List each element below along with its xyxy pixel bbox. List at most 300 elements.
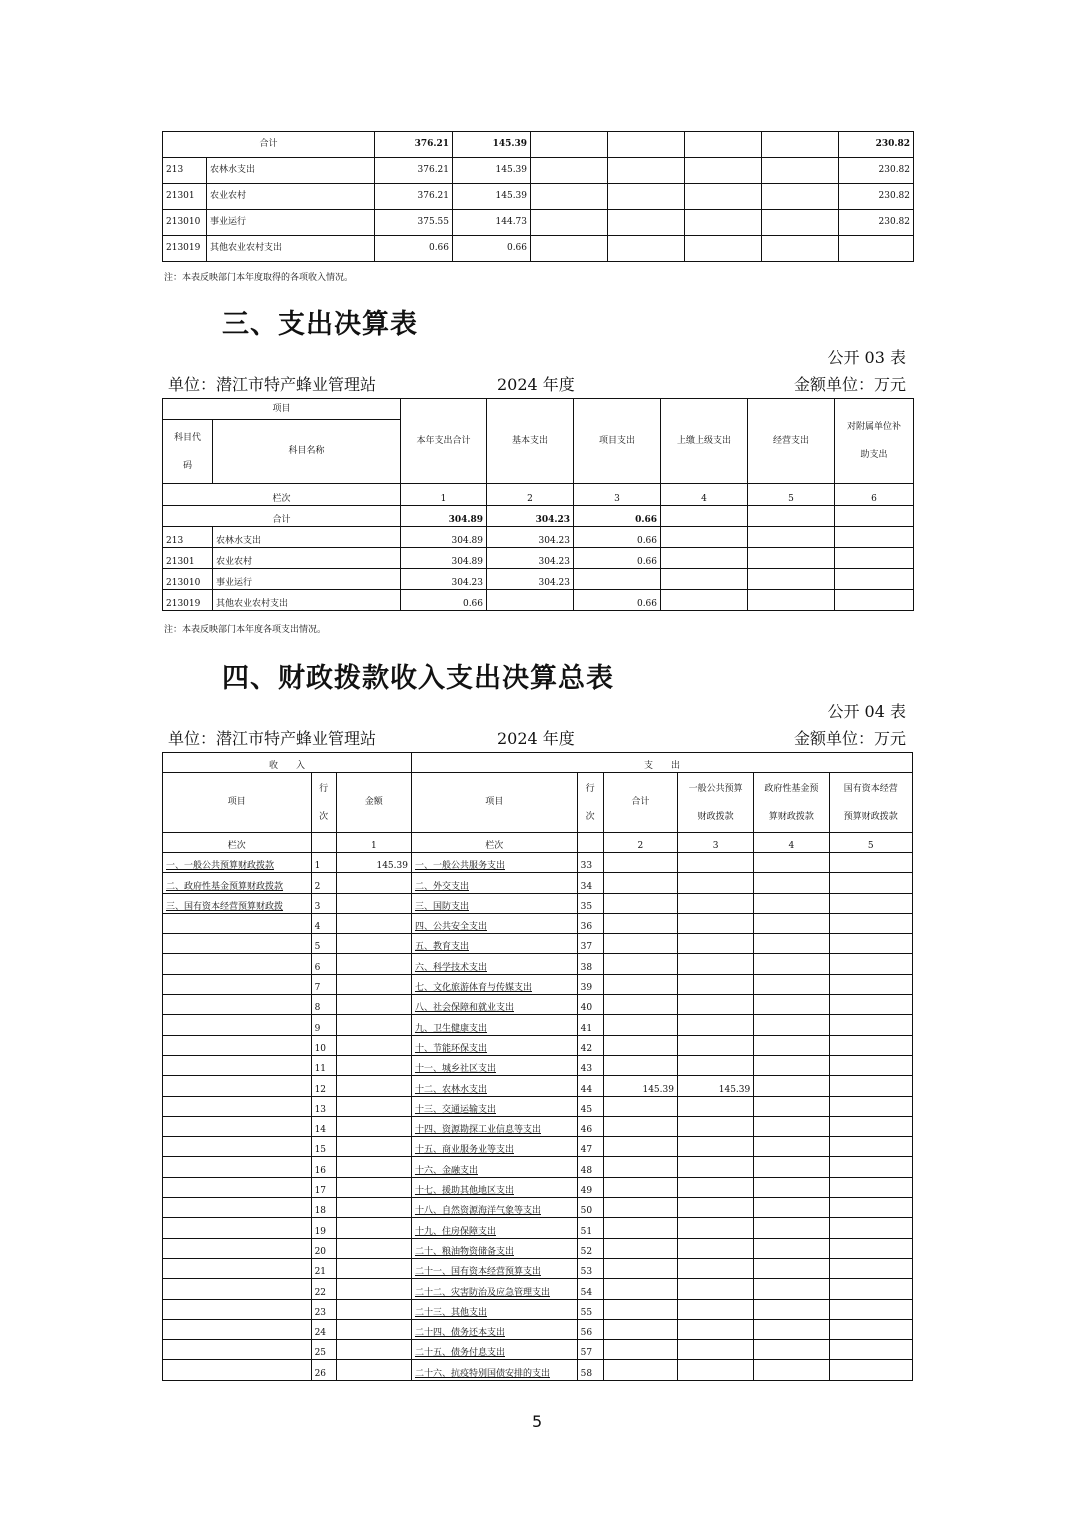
state-capital-amount <box>829 1177 912 1197</box>
lanci-expense-label: 栏次 <box>411 833 577 853</box>
general-budget-amount <box>677 1258 753 1278</box>
lanci-col-2: 2 <box>487 484 574 506</box>
expense-row-number: 57 <box>577 1340 603 1360</box>
table-row <box>163 1137 913 1157</box>
table-row <box>163 1238 913 1258</box>
table-row <box>163 236 914 262</box>
income-row-number: 8 <box>311 995 336 1015</box>
amount-cell <box>661 590 748 611</box>
header-col-operating: 经营支出 <box>748 399 835 484</box>
gov-fund-amount <box>754 954 829 974</box>
amount-cell: 144.73 <box>453 210 531 236</box>
expense-item: 二十五、债务付息支出 <box>411 1340 577 1360</box>
header-col-remit: 上缴上级支出 <box>661 399 748 484</box>
income-item <box>163 1177 312 1197</box>
amount-cell <box>661 527 748 548</box>
expense-total <box>603 1137 677 1157</box>
general-budget-amount <box>677 1055 753 1075</box>
total-value <box>608 132 685 158</box>
section4-table-number: 公开 04 表 <box>827 702 906 721</box>
amount-cell <box>762 236 839 262</box>
header-expense-rowno <box>577 773 603 833</box>
income-row-number: 17 <box>311 1177 336 1197</box>
gov-fund-amount <box>754 1137 829 1157</box>
gov-fund-amount <box>754 873 829 893</box>
income-item: 二、政府性基金预算财政拨款 <box>163 873 312 893</box>
general-budget-amount <box>677 1279 753 1299</box>
amount-cell: 304.23 <box>401 569 487 590</box>
amount-cell <box>685 158 762 184</box>
amount-cell <box>839 236 914 262</box>
header-gov-fund-2: 算财政拨款 <box>768 811 814 822</box>
total-value: 0.66 <box>574 506 661 527</box>
state-capital-amount <box>829 1299 912 1319</box>
expense-total <box>603 995 677 1015</box>
general-budget-amount <box>677 974 753 994</box>
gov-fund-amount <box>754 1015 829 1035</box>
section3-title: 三、支出决算表 <box>222 309 418 340</box>
expense-row-number: 56 <box>577 1319 603 1339</box>
general-budget-amount <box>677 913 753 933</box>
header-state-capital-2: 预算财政拨款 <box>843 811 898 822</box>
expense-item: 十九、住房保障支出 <box>411 1218 577 1238</box>
expense-row-number: 39 <box>577 974 603 994</box>
income-table-continued <box>162 131 914 262</box>
lanci-income-label: 栏次 <box>163 833 312 853</box>
general-budget-amount <box>677 1035 753 1055</box>
income-amount <box>336 1340 411 1360</box>
amount-cell <box>835 569 914 590</box>
table-row <box>163 1319 913 1339</box>
amount-cell <box>487 590 574 611</box>
amount-cell <box>835 590 914 611</box>
state-capital-amount <box>829 1279 912 1299</box>
gov-fund-amount <box>754 995 829 1015</box>
income-amount <box>336 913 411 933</box>
amount-cell <box>608 236 685 262</box>
expense-item: 十五、商业服务业等支出 <box>411 1137 577 1157</box>
income-amount: 145.39 <box>336 853 411 873</box>
table-row <box>163 210 914 236</box>
section4-unit: 单位：潜江市特产蜂业管理站 <box>168 729 377 748</box>
lanci-col-1: 1 <box>336 833 411 853</box>
subject-code: 213 <box>163 527 213 548</box>
income-item: 一、一般公共预算财政拨款 <box>163 853 312 873</box>
header-expense-total: 合计 <box>603 773 677 833</box>
header-expense-rowno-1: 行 <box>585 783 595 794</box>
income-amount <box>336 1299 411 1319</box>
expense-row-number: 50 <box>577 1198 603 1218</box>
income-row-number: 7 <box>311 974 336 994</box>
header-code-line1: 科目代 <box>173 432 201 443</box>
table-row <box>163 569 914 590</box>
table-row <box>163 853 913 873</box>
state-capital-amount <box>829 853 912 873</box>
amount-cell: 0.66 <box>375 236 453 262</box>
header-general-budget-2: 财政拨款 <box>697 811 734 822</box>
amount-cell: 230.82 <box>839 184 914 210</box>
subject-code: 213010 <box>163 569 213 590</box>
lanci-col-1: 1 <box>401 484 487 506</box>
subject-name: 农业农村 <box>213 548 401 569</box>
expense-row-number: 54 <box>577 1279 603 1299</box>
state-capital-amount <box>829 1015 912 1035</box>
table-row <box>163 1035 913 1055</box>
expense-total <box>603 873 677 893</box>
total-value <box>762 132 839 158</box>
subject-code: 213010 <box>163 210 207 236</box>
expense-total <box>603 934 677 954</box>
subject-name: 其他农业农村支出 <box>207 236 375 262</box>
general-budget-amount <box>677 1096 753 1116</box>
income-amount <box>336 1177 411 1197</box>
income-item <box>163 1116 312 1136</box>
amount-cell <box>685 184 762 210</box>
income-item <box>163 954 312 974</box>
state-capital-amount <box>829 1340 912 1360</box>
state-capital-amount <box>829 1055 912 1075</box>
state-capital-amount <box>829 1319 912 1339</box>
amount-cell <box>685 236 762 262</box>
income-amount <box>336 1218 411 1238</box>
income-item <box>163 1076 312 1096</box>
expense-row-number: 37 <box>577 934 603 954</box>
expense-total <box>603 1299 677 1319</box>
lanci-col-5: 5 <box>748 484 835 506</box>
income-row-number: 22 <box>311 1279 336 1299</box>
income-row-number: 20 <box>311 1238 336 1258</box>
expense-total <box>603 1116 677 1136</box>
total-value: 304.89 <box>401 506 487 527</box>
expense-total <box>603 1319 677 1339</box>
income-item <box>163 1035 312 1055</box>
expense-item: 七、文化旅游体育与传媒支出 <box>411 974 577 994</box>
general-budget-amount <box>677 1340 753 1360</box>
expense-item: 二十三、其他支出 <box>411 1299 577 1319</box>
income-row-number: 3 <box>311 893 336 913</box>
state-capital-amount <box>829 1035 912 1055</box>
expense-total <box>603 1015 677 1035</box>
income-amount <box>336 1258 411 1278</box>
lanci-col-3: 3 <box>574 484 661 506</box>
lanci-income-rowno <box>311 833 336 853</box>
general-budget-amount <box>677 954 753 974</box>
header-income-item: 项目 <box>163 773 312 833</box>
table-row <box>163 1055 913 1075</box>
income-row-number: 14 <box>311 1116 336 1136</box>
expense-total <box>603 1157 677 1177</box>
expense-row-number: 58 <box>577 1360 603 1380</box>
income-table-note: 注：本表反映部门本年度取得的各项收入情况。 <box>164 273 354 283</box>
expense-total <box>603 1177 677 1197</box>
state-capital-amount <box>829 1076 912 1096</box>
gov-fund-amount <box>754 1035 829 1055</box>
table-row <box>163 1340 913 1360</box>
general-budget-amount <box>677 893 753 913</box>
expense-total <box>603 954 677 974</box>
general-budget-amount <box>677 1157 753 1177</box>
general-budget-amount <box>677 1218 753 1238</box>
gov-fund-amount <box>754 1360 829 1380</box>
income-amount <box>336 974 411 994</box>
total-value <box>661 506 748 527</box>
gov-fund-amount <box>754 1319 829 1339</box>
total-value: 230.82 <box>839 132 914 158</box>
expense-total <box>603 1218 677 1238</box>
header-expense: 支 出 <box>411 753 912 773</box>
income-amount <box>336 893 411 913</box>
amount-cell <box>531 158 608 184</box>
amount-cell: 376.21 <box>375 158 453 184</box>
income-row-number: 11 <box>311 1055 336 1075</box>
state-capital-amount <box>829 1116 912 1136</box>
state-capital-amount <box>829 1137 912 1157</box>
subject-name: 事业运行 <box>207 210 375 236</box>
expense-row-number: 53 <box>577 1258 603 1278</box>
general-budget-amount <box>677 995 753 1015</box>
income-row-number: 26 <box>311 1360 336 1380</box>
total-row <box>163 132 914 158</box>
gov-fund-amount <box>754 1096 829 1116</box>
amount-cell: 304.23 <box>487 548 574 569</box>
income-item <box>163 1340 312 1360</box>
lanci-expense-rowno <box>577 833 603 853</box>
subject-code: 213019 <box>163 236 207 262</box>
expense-item: 六、科学技术支出 <box>411 954 577 974</box>
gov-fund-amount <box>754 1238 829 1258</box>
total-value: 304.23 <box>487 506 574 527</box>
general-budget-amount <box>677 1360 753 1380</box>
table-row <box>163 158 914 184</box>
income-item <box>163 1137 312 1157</box>
lanci-col-4: 4 <box>754 833 829 853</box>
subject-name: 农林水支出 <box>207 158 375 184</box>
gov-fund-amount <box>754 934 829 954</box>
gov-fund-amount <box>754 1340 829 1360</box>
amount-cell <box>762 158 839 184</box>
income-item <box>163 1055 312 1075</box>
expense-total: 145.39 <box>603 1076 677 1096</box>
amount-cell <box>661 548 748 569</box>
income-row-number: 24 <box>311 1319 336 1339</box>
section3-table-number: 公开 03 表 <box>827 348 906 367</box>
expense-item: 十三、交通运输支出 <box>411 1096 577 1116</box>
amount-cell: 145.39 <box>453 158 531 184</box>
header-income-rowno-2: 次 <box>319 811 329 822</box>
state-capital-amount <box>829 1096 912 1116</box>
state-capital-amount <box>829 1157 912 1177</box>
gov-fund-amount <box>754 1198 829 1218</box>
income-row-number: 15 <box>311 1137 336 1157</box>
amount-cell: 375.55 <box>375 210 453 236</box>
table-row <box>163 954 913 974</box>
expense-total <box>603 1238 677 1258</box>
expense-total <box>603 1055 677 1075</box>
amount-cell: 376.21 <box>375 184 453 210</box>
gov-fund-amount <box>754 974 829 994</box>
total-value: 145.39 <box>453 132 531 158</box>
income-item <box>163 1299 312 1319</box>
header-code <box>163 420 213 484</box>
expense-total <box>603 913 677 933</box>
income-amount <box>336 1116 411 1136</box>
income-row-number: 18 <box>311 1198 336 1218</box>
amount-cell <box>608 184 685 210</box>
expense-item: 二十、粮油物资储备支出 <box>411 1238 577 1258</box>
amount-cell: 0.66 <box>574 590 661 611</box>
expense-item: 二、外交支出 <box>411 873 577 893</box>
amount-cell <box>531 236 608 262</box>
total-label: 合计 <box>163 506 401 527</box>
income-amount <box>336 1319 411 1339</box>
expense-item: 十八、自然资源海洋气象等支出 <box>411 1198 577 1218</box>
income-item <box>163 1360 312 1380</box>
general-budget-amount <box>677 1319 753 1339</box>
expense-total <box>603 1258 677 1278</box>
income-row-number: 13 <box>311 1096 336 1116</box>
income-item <box>163 1218 312 1238</box>
section4-currency: 金额单位：万元 <box>793 729 906 748</box>
subject-name: 农林水支出 <box>213 527 401 548</box>
header-state-capital <box>829 773 912 833</box>
total-value <box>531 132 608 158</box>
expense-item: 十六、金融支出 <box>411 1157 577 1177</box>
table-row <box>163 1258 913 1278</box>
income-amount <box>336 1360 411 1380</box>
lanci-label: 栏次 <box>163 484 401 506</box>
gov-fund-amount <box>754 1055 829 1075</box>
table-row <box>163 974 913 994</box>
general-budget-amount <box>677 934 753 954</box>
subject-name: 农业农村 <box>207 184 375 210</box>
header-income-rowno-1: 行 <box>319 783 329 794</box>
expense-row-number: 41 <box>577 1015 603 1035</box>
amount-cell: 304.23 <box>487 527 574 548</box>
header-expense-rowno-2: 次 <box>585 811 595 822</box>
table-row <box>163 1360 913 1380</box>
expense-row-number: 40 <box>577 995 603 1015</box>
general-budget-amount <box>677 1116 753 1136</box>
gov-fund-amount <box>754 1177 829 1197</box>
subject-code: 213019 <box>163 590 213 611</box>
income-row-number: 10 <box>311 1035 336 1055</box>
expense-total <box>603 1360 677 1380</box>
amount-cell <box>531 184 608 210</box>
general-budget-amount <box>677 1137 753 1157</box>
header-name: 科目名称 <box>213 420 401 484</box>
expense-item: 二十六、抗疫特别国债安排的支出 <box>411 1360 577 1380</box>
header-col-basic: 基本支出 <box>487 399 574 484</box>
table-row <box>163 1157 913 1177</box>
table-row <box>163 995 913 1015</box>
table-row <box>163 1177 913 1197</box>
table-row <box>163 1116 913 1136</box>
header-expense-item: 项目 <box>411 773 577 833</box>
expense-row-number: 33 <box>577 853 603 873</box>
income-item <box>163 995 312 1015</box>
income-row-number: 25 <box>311 1340 336 1360</box>
total-value: 376.21 <box>375 132 453 158</box>
amount-cell <box>661 569 748 590</box>
state-capital-amount <box>829 1360 912 1380</box>
expense-row-number: 34 <box>577 873 603 893</box>
expense-item: 十一、城乡社区支出 <box>411 1055 577 1075</box>
table-row <box>163 873 913 893</box>
amount-cell: 0.66 <box>453 236 531 262</box>
income-item <box>163 974 312 994</box>
expense-item: 十二、农林水支出 <box>411 1076 577 1096</box>
amount-cell: 230.82 <box>839 158 914 184</box>
header-income-rowno <box>311 773 336 833</box>
income-amount <box>336 995 411 1015</box>
state-capital-amount <box>829 1218 912 1238</box>
expense-total <box>603 853 677 873</box>
income-item <box>163 934 312 954</box>
table-row <box>163 548 914 569</box>
amount-cell: 304.23 <box>487 569 574 590</box>
expense-row-number: 52 <box>577 1238 603 1258</box>
expense-row-number: 35 <box>577 893 603 913</box>
amount-cell <box>762 184 839 210</box>
income-row-number: 12 <box>311 1076 336 1096</box>
header-income: 收 入 <box>163 753 412 773</box>
income-item <box>163 1198 312 1218</box>
expense-row-number: 49 <box>577 1177 603 1197</box>
total-value <box>748 506 835 527</box>
gov-fund-amount <box>754 1076 829 1096</box>
income-amount <box>336 934 411 954</box>
expense-item: 八、社会保障和就业支出 <box>411 995 577 1015</box>
expense-item: 九、卫生健康支出 <box>411 1015 577 1035</box>
table-row <box>163 1299 913 1319</box>
expenditure-table <box>162 398 914 611</box>
state-capital-amount <box>829 873 912 893</box>
total-value <box>685 132 762 158</box>
expense-item: 十四、资源勘探工业信息等支出 <box>411 1116 577 1136</box>
expense-row-number: 47 <box>577 1137 603 1157</box>
amount-cell <box>574 569 661 590</box>
total-value <box>835 506 914 527</box>
income-item <box>163 913 312 933</box>
income-amount <box>336 1076 411 1096</box>
income-item <box>163 1157 312 1177</box>
table-row <box>163 1015 913 1035</box>
expense-total <box>603 1279 677 1299</box>
state-capital-amount <box>829 893 912 913</box>
header-code-line2: 码 <box>182 460 192 471</box>
income-row-number: 1 <box>311 853 336 873</box>
section3-unit: 单位：潜江市特产蜂业管理站 <box>168 375 377 394</box>
expense-row-number: 36 <box>577 913 603 933</box>
amount-cell <box>835 548 914 569</box>
total-row <box>163 506 914 527</box>
total-label: 合计 <box>163 132 375 158</box>
amount-cell: 0.66 <box>574 527 661 548</box>
gov-fund-amount <box>754 913 829 933</box>
expense-total <box>603 1198 677 1218</box>
expense-item: 二十一、国有资本经营预算支出 <box>411 1258 577 1278</box>
general-budget-amount <box>677 1299 753 1319</box>
income-item <box>163 1279 312 1299</box>
expense-total <box>603 1096 677 1116</box>
amount-cell <box>762 210 839 236</box>
income-amount <box>336 954 411 974</box>
table-row <box>163 913 913 933</box>
income-row-number: 21 <box>311 1258 336 1278</box>
state-capital-amount <box>829 1258 912 1278</box>
expense-item: 二十四、债务还本支出 <box>411 1319 577 1339</box>
income-row-number: 16 <box>311 1157 336 1177</box>
